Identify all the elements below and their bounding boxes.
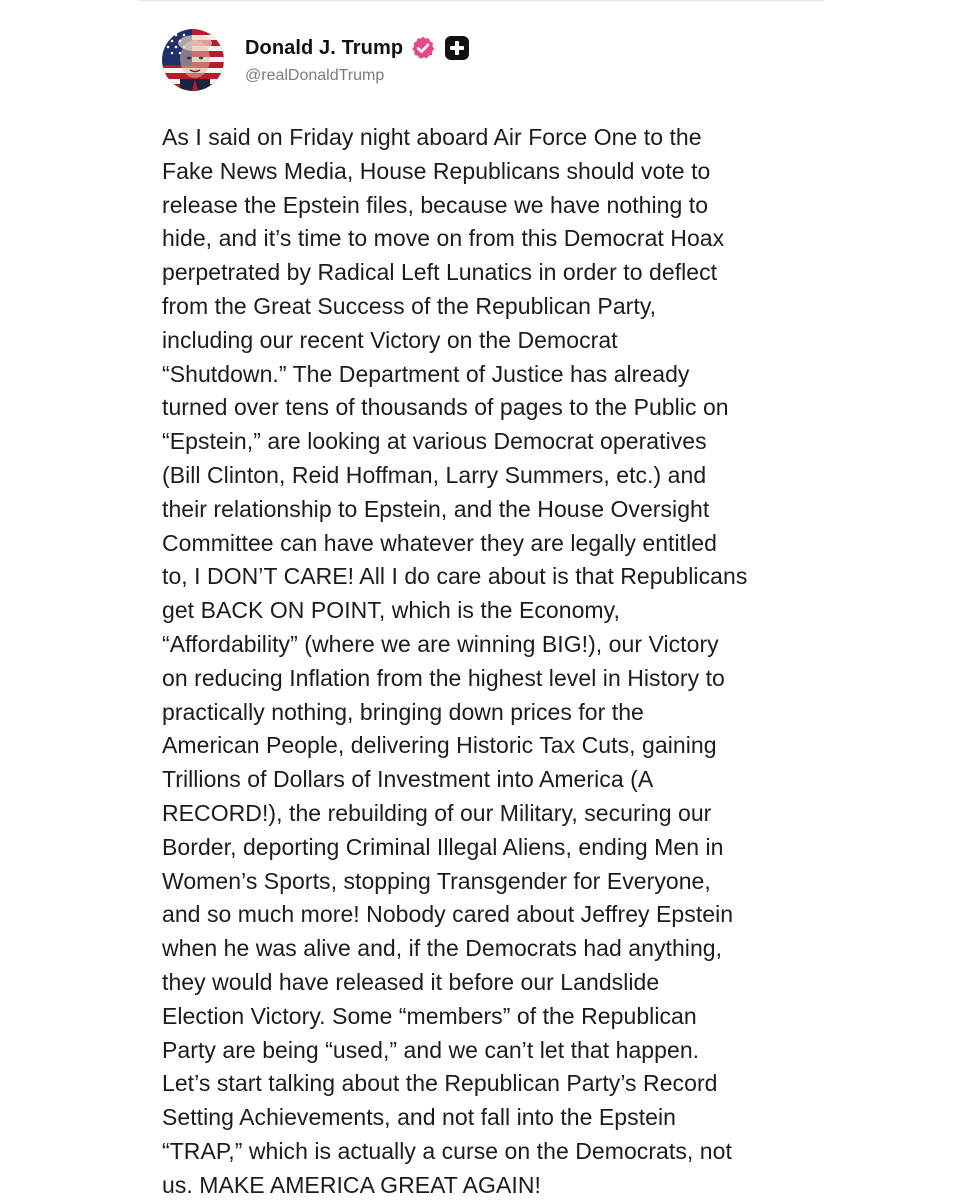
post-body	[162, 121, 812, 1203]
post-body-line: Party are being “used,” and we can’t let that happen.	[162, 1036, 700, 1063]
post-body-line: Let’s start talking about the Republican Party’s Record	[162, 1070, 718, 1097]
post-body-line: hide, and it’s time to move on from this Democrat Hoax	[162, 225, 725, 252]
post-body-line: “Epstein,” are looking at various Democrat operatives	[162, 428, 707, 455]
post-card	[162, 28, 822, 1203]
verified-badge-icon	[410, 35, 436, 61]
author-handle[interactable]: @realDonaldTrump	[245, 67, 385, 84]
post-body-line: they would have released it before our Landslide	[162, 968, 660, 995]
post-body-line: from the Great Success of the Republican Party,	[162, 292, 657, 319]
post-body-line: Border, deporting Criminal Illegal Aliens, ending Men in	[162, 833, 724, 860]
name-row	[245, 35, 470, 61]
avatar-image	[162, 29, 224, 91]
post-body-line: American People, delivering Historic Tax Cuts, gaining	[162, 732, 717, 759]
author-identity	[245, 35, 470, 85]
post-body-line: “Shutdown.” The Department of Justice has already	[162, 360, 690, 387]
post-body-line: (Bill Clinton, Reid Hoffman, Larry Summers, etc.) and	[162, 461, 707, 488]
author-display-name[interactable]: Donald J. Trump	[245, 36, 404, 59]
post-body-line: and so much more! Nobody cared about Jeffrey Epstein	[162, 901, 734, 928]
post-body-line: get BACK ON POINT, which is the Economy,	[162, 597, 620, 624]
post-body-line: when he was alive and, if the Democrats had anything,	[162, 935, 723, 962]
post-body-line: Trillions of Dollars of Investment into America (A	[162, 766, 654, 793]
post-body-line: practically nothing, bringing down prices for the	[162, 698, 644, 725]
avatar[interactable]	[162, 29, 224, 91]
post-body-line: Fake News Media, House Republicans should vote to	[162, 157, 711, 184]
post-body-line: Committee can have whatever they are legally entitled	[162, 529, 717, 556]
post-body-line: including our recent Victory on the Democrat	[162, 326, 618, 353]
post-body-line: Setting Achievements, and not fall into the Epstein	[162, 1104, 676, 1131]
post-header	[162, 28, 822, 92]
plus-badge-icon	[444, 35, 470, 61]
post-body-line: “TRAP,” which is actually a curse on the Democrats, not	[162, 1137, 732, 1164]
post-body-line: release the Epstein files, because we have nothing to	[162, 191, 709, 218]
post-body-line: us. MAKE AMERICA GREAT AGAIN!	[162, 1171, 541, 1198]
post-body-line: their relationship to Epstein, and the House Oversight	[162, 495, 710, 522]
post-body-line: to, I DON’T CARE! All I do care about is that Republicans	[162, 563, 748, 590]
top-divider	[138, 0, 824, 1]
post-body-line: perpetrated by Radical Left Lunatics in order to deflect	[162, 259, 718, 286]
post-body-line: “Affordability” (where we are winning BIG!), our Victory	[162, 630, 719, 657]
post-body-line: As I said on Friday night aboard Air Force One to the	[162, 124, 702, 150]
post-body-line: turned over tens of thousands of pages to the Public on	[162, 394, 729, 421]
post-body-line: Women’s Sports, stopping Transgender for Everyone,	[162, 867, 711, 894]
post-body-line: on reducing Inflation from the highest level in History to	[162, 664, 725, 691]
post-body-line: RECORD!), the rebuilding of our Military, securing our	[162, 799, 712, 826]
post-body-line: Election Victory. Some “members” of the Republican	[162, 1002, 697, 1029]
